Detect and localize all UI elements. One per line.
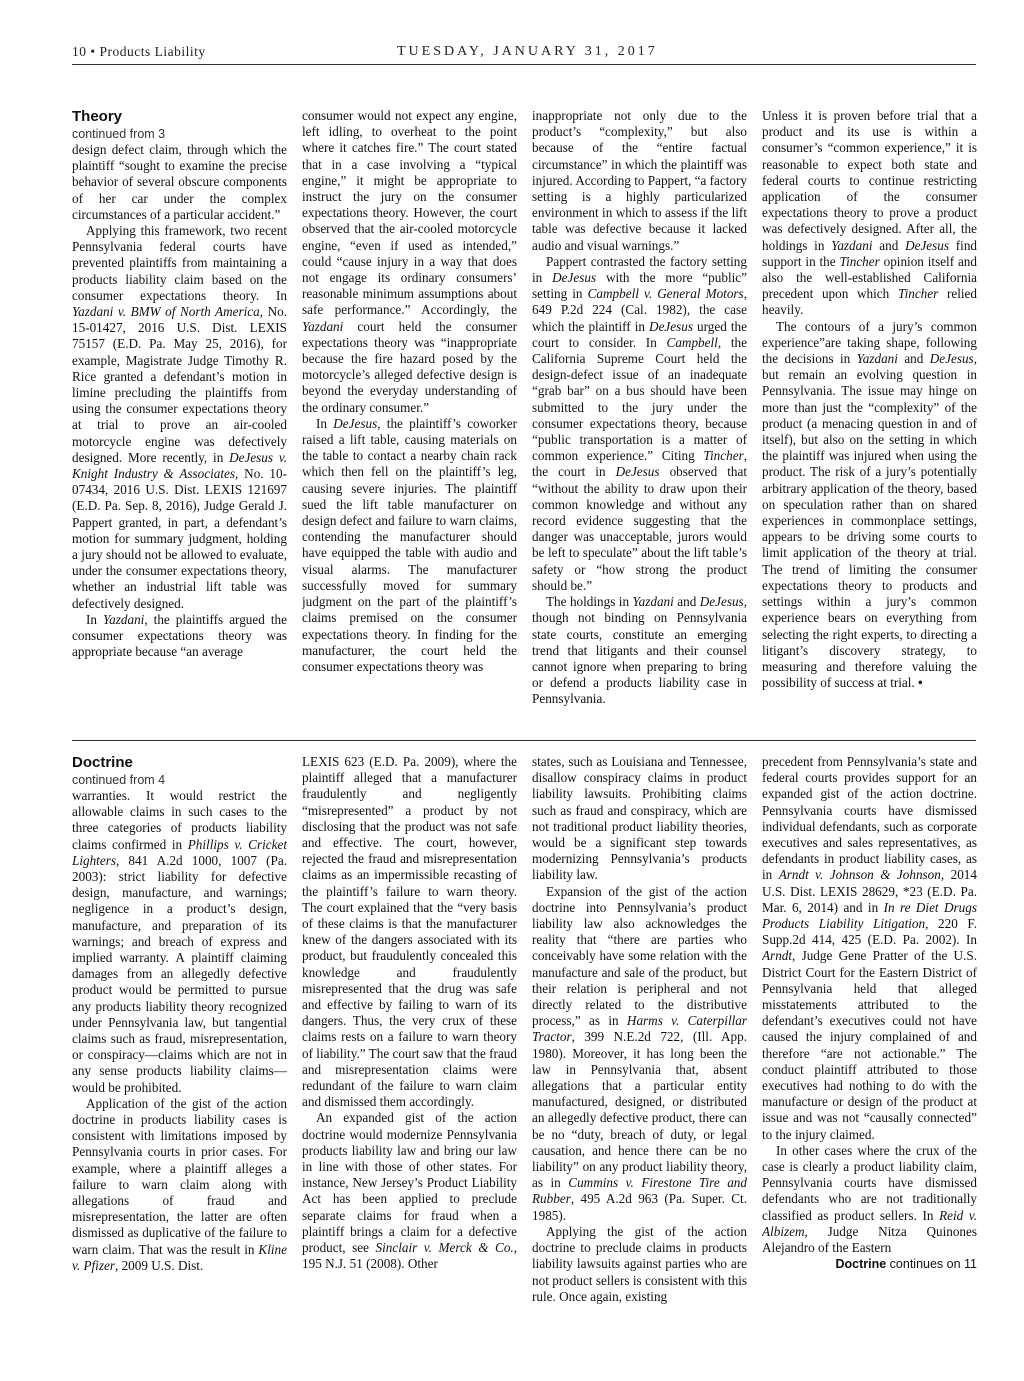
theory-column-3: inappropriate not only due to the product’s “complexity,” but also because of the “entire factual circumstance” in which the plaintiff was injured. According to Pappert, “a factory setting is a highly particularized environment in which to assess if the lift table was defective because it lacked audio and visual warnings.” Pappert contrasted the factory setting in DeJesus with the more “public” setting in Campbell v. General Motors, 649 P.2d 224 (Cal. 1982), the case which the plaintiff in DeJesus urged the court to consider. In Campbell, the California Supreme Court held the design-defect issue of an inadequate “grab bar” on a bus should have been submitted to the jury under the consumer expectations theory, because “public transportation is a matter of common experience.” Citing Tincher, the court in DeJesus observed that “without the ability to draw upon their common knowledge and without any record evidence suggesting that the danger was unacceptable, jurors would be left to speculate” about the lift table’s safety or “how strong the product should be.” The holdings in Yazdani and DeJesus, though not binding on Pennsylvania state courts, constitute an emerging trend that litigants and their counsel cannot ignore when preparing to bring or defend a products liability case in Pennsylvania. — [532, 108, 747, 707]
page-section-label: 10 • Products Liability — [72, 44, 206, 59]
doctrine-column-2: LEXIS 623 (E.D. Pa. 2009), where the plaintiff alleged that a manufacturer fraudulently and negligently “misrepresented” a product by not disclosing that the product was not safe and effective. The court, however, rejected the fraud and misrepresentation claims as an impermissible recasting of the plaintiff’s failure to warn theory. The court explained that the “very basis of these claims is that the manufacturer knew of the dangers associated with its product, but fraudulently concealed this knowledge and fraudulently misrepresented that the drug was safe and effective by failing to warn of its dangers. Thus, the very crux of these claims rests on a failure to warn theory of liability.” The court saw that the fraud and misrepresentation claims were redundant of the failure to warn claim and dismissed them accordingly. An expanded gist of the action doctrine would modernize Pennsylvania products liability law and bring our law in line with those of other states. For instance, New Jersey’s Product Liability Act has been applied to preclude separate claims for fraud when a plaintiff brings a claim for a defective product, see Sinclair v. Merck & Co., 195 N.J. 51 (2008). Other — [302, 754, 517, 1272]
issue-date: TUESDAY, JANUARY 31, 2017 — [397, 44, 658, 59]
header-rule — [72, 64, 976, 65]
doctrine-continued-note: continued from 4 — [72, 773, 166, 787]
doctrine-column-1: Doctrine continued from 4 warranties. It would restrict the allowable claims in such cases to the three categories of products liability claims confirmed in Phillips v. Cricket Lighters, 841 A.2d 1000, 1007 (Pa. 2003): strict liability for defective design, manufacture, and warnings; negligence in a product’s design, manufacture, and preparation of its warnings; and breach of express and implied warranty. A plaintiff claiming damages from an allegedly defective product would be permitted to pursue any products liability theory recognized under Pennsylvania law, but tangential claims such as fraud, misrepresentation, or conspiracy—claims which are not in any sense products liability claims—would be prohibited. Application of the gist of the action doctrine in products liability cases is consistent with limitations imposed by Pennsylvania courts in prior cases. For example, where a plaintiff alleges a failure to warn claim along with allegations of fraud and misrepresentation, the latter are often dismissed as duplicative of the failure to warn claim. That was the result in Kline v. Pfizer, 2009 U.S. Dist. — [72, 754, 287, 1273]
theory-continued-note: continued from 3 — [72, 127, 166, 141]
article-divider — [72, 740, 976, 741]
doctrine-continues-note: Doctrine continues on 11 — [835, 1257, 977, 1272]
doctrine-column-4: precedent from Pennsylvania’s state and federal courts provides support for an expanded gist of the action doctrine. Pennsylvania courts have dismissed individual defendants, such as corporate executives and sales representatives, as defendants in product liability cases, as in Arndt v. Johnson & Johnson, 2014 U.S. Dist. LEXIS 28629, *23 (E.D. Pa. Mar. 6, 2014) and in In re Diet Drugs Products Liability Litigation, 220 F. Supp.2d 414, 425 (E.D. Pa. 2002). In Arndt, Judge Gene Pratter of the U.S. District Court for the Eastern District of Pennsylvania held that alleged misstatements attributed to the defendant’s executives could not have caused the injury complained of and therefore “are not actionable.” The conduct plaintiff attributed to those executives had nothing to do with the manufacture or design of the product at issue and was not “causally connected” to the injury claimed. In other cases where the crux of the case is clearly a product liability claim, Pennsylvania courts have dismissed defendants who are not traditionally classified as product sellers. In Reid v. Albizem, Judge Nitza Quinones Alejandro of the Eastern Doctrine continues on 11 — [762, 754, 977, 1272]
running-header — [72, 44, 976, 64]
theory-column-2: consumer would not expect any engine, left idling, to overheat to the point where it catches fire.” The court stated that in a case involving a “typical engine,” it might be appropriate to instruct the jury on the consumer expectations theory. However, the court observed that the air-cooled motorcycle engine, “even if used as intended,” could “cause injury in a way that does not engage its ordinary consumers’ reasonable minimum assumptions about safe performance.” Accordingly, the Yazdani court held the consumer expectations theory was “inappropriate because the fire hazard posed by the motorcycle’s alleged defective design is beyond the everyday understanding of the ordinary consumer.” In DeJesus, the plaintiff’s coworker raised a lift table, causing materials on the table to contact a nearby chain rack which then fell on the plaintiff’s leg, causing severe injuries. The plaintiff sued the lift table manufacturer on design defect and failure to warn claims, contending the manufacturer should have equipped the table with audio and visual alarms. The manufacturer successfully moved for summary judgment on the part of the plaintiff’s claims premised on the consumer expectations theory. In finding for the manufacturer, the court held the consumer expectations theory was — [302, 108, 517, 674]
doctrine-column-3: states, such as Louisiana and Tennessee, disallow conspiracy claims in product liability lawsuits. Prohibiting claims such as fraud and conspiracy, which are not traditional product liability theories, would be a significant step towards modernizing Pennsylvania’s products liability law. Expansion of the gist of the action doctrine into Pennsylvania’s product liability law also acknowledges the reality that “there are parties who conceivably have some relation with the manufacture and sale of the product, but their relation is peripheral and not directly related to the distributive process,” as in Harms v. Caterpillar Tractor, 399 N.E.2d 722, (Ill. App. 1980). Moreover, it has long been the law in Pennsylvania that, absent allegations that a particular entity manufactured, designed, or distributed an allegedly defective product, there can be no “duty, breach of duty, or legal causation, and hence there can be no liability” on any product liability theory, as in Cummins v. Firestone Tire and Rubber, 495 A.2d 963 (Pa. Super. Ct. 1985). Applying the gist of the action doctrine to preclude claims in products liability lawsuits against parties who are not product sellers is consistent with this rule. Once again, existing — [532, 754, 747, 1304]
doctrine-title: Doctrine — [72, 754, 133, 771]
theory-column-1: Theory continued from 3 design defect claim, through which the plaintiff “sought to examine the precise behavior of several obscure components of her car under the complex circumstances of a particular accident.” Applying this framework, two recent Pennsylvania federal courts have prevented plaintiffs from maintaining a products liability claim based on the consumer expectations theory. In Yazdani v. BMW of North America, No. 15-01427, 2016 U.S. Dist. LEXIS 75157 (E.D. Pa. May 25, 2016), for example, Magistrate Judge Timothy R. Rice granted a defendant’s motion in limine precluding the plaintiffs from using the consumer expectations theory at trial to prove an air-cooled motorcycle engine was defectively designed. More recently, in DeJesus v. Knight Industry & Associates, No. 10-07434, 2016 U.S. Dist. LEXIS 121697 (E.D. Pa. Sep. 8, 2016), Judge Gerald J. Pappert granted, in part, a defendant’s motion for summary judgment, holding a jury should not be allowed to evaluate, under the consumer expectations theory, whether an industrial lift table was defectively designed. In Yazdani, the plaintiffs argued the consumer expectations theory was appropriate because “an average — [72, 108, 287, 660]
theory-title: Theory — [72, 108, 123, 125]
theory-column-4: Unless it is proven before trial that a product and its use is within a consumer’s “common experience,” it is reasonable to expect both state and federal courts to continue restricting application of the consumer expectations theory to prove a product was defectively designed. After all, the holdings in Yazdani and DeJesus find support in the Tincher opinion itself and also the well-established California precedent upon which Tincher relied heavily. The contours of a jury’s common experience”are taking shape, following the decisions in Yazdani and DeJesus, but remain an evolving question in Pennsylvania. The issue may hinge on more than just the “complexity” of the product (a menacing question in and of itself), but also on the setting in which the plaintiff was injured when using the product. The risk of a jury’s potentially arbitrary application of the theory, based on speculation rather than on shared experiences in commonplace settings, appears to be driving some courts to limit application of the theory at trial. The trend of limiting the consumer expectations theory to products and settings within a jury’s common experience bears on everything from selecting the right experts, to directing a litigant’s discovery strategy, to measuring and therefore valuing the possibility of success at trial. • — [762, 108, 977, 691]
